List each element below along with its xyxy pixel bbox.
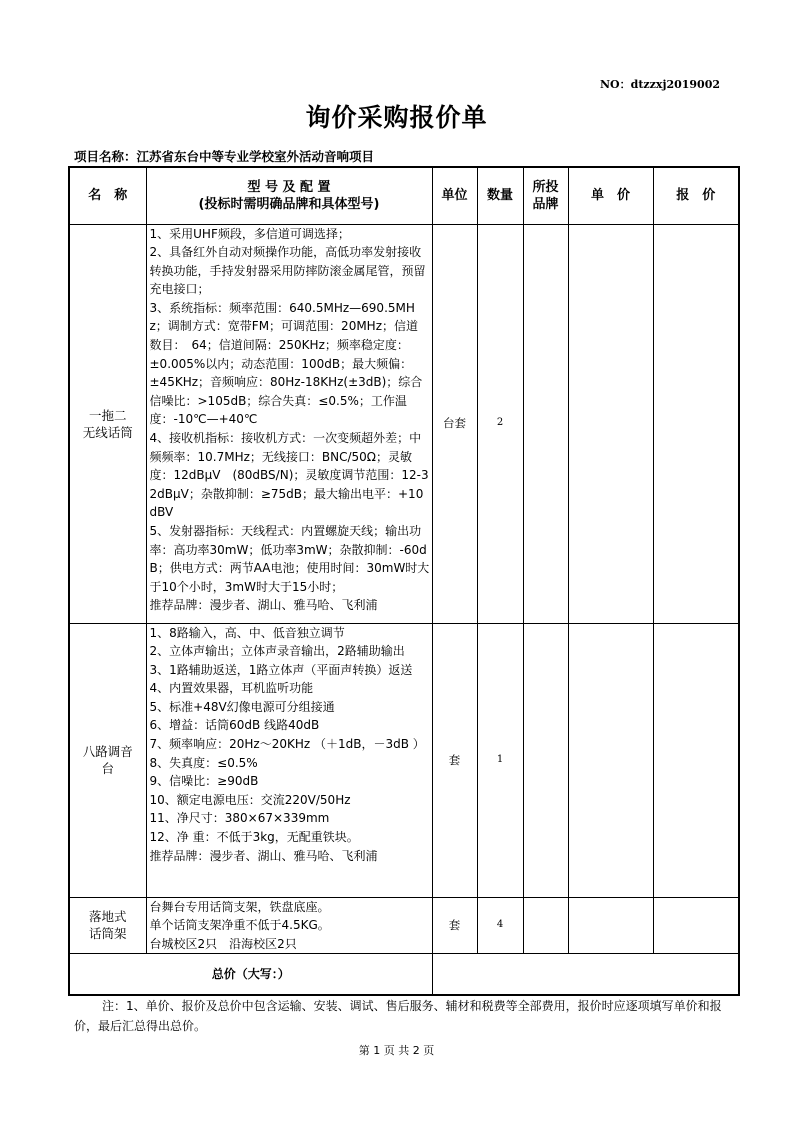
spec-line: 推荐品牌：漫步者、湖山、雅马哈、飞利浦 [149, 598, 378, 613]
spec-line: 4、接收机指标：接收机方式：一次变频超外差；中频频率：10.7MHz；无线接口：BNC/50Ω；灵敏度：12dBμV (80dBS/N)；灵敏度调节范围：12-32dBμV；杂散抑制：≥75dB；最大输出电平：+10dBV [149, 431, 429, 520]
spec-line: 10、额定电源电压：交流220V/50Hz [149, 792, 351, 807]
spec-line: 8、失真度：≤0.5% [149, 755, 258, 770]
total-row [69, 954, 739, 996]
item-unit: 台套 [432, 224, 477, 623]
header-spec [146, 167, 432, 224]
spec-line: 5、发射器指标：天线程式：内置螺旋天线；输出功率：高功率30mW；低功率3mW；杂散抑制：-60dB；供电方式：两节AA电池；使用时间：30mW时大于10个小时，3mW时大于15小时； [149, 524, 430, 594]
item-brand-cell[interactable] [523, 897, 568, 954]
item-total-price-cell[interactable] [653, 224, 739, 623]
footnote: 注：1、单价、报价及总价中包含运输、安装、调试、售后服务、辅材和税费等全部费用，报价时应逐项填写单价和报价，最后汇总得出总价。 [74, 999, 722, 1033]
spec-line: 推荐品牌：漫步者、湖山、雅马哈、飞利浦 [149, 848, 378, 863]
total-amount-cell[interactable] [432, 954, 739, 996]
spec-line: 3、系统指标：频率范围：640.5MHz—690.5MHz；调制方式：宽带FM；可调范围：20MHz；信道数目： 64；信道间隔：250KHz；频率稳定度：±0.005%以内；动态范围：100dB；最大频偏：±45KHz；音频响应：80Hz-18KHz(±3dB)；综合信噪比：>105dB；综合失真：≤0.5%；工作温度：-10℃—+40℃ [149, 300, 423, 427]
total-label: 总价（大写：） [69, 954, 432, 996]
spec-line: 9、信噪比：≥90dB [149, 774, 259, 789]
document-number: NO：dtzzxj2019002 [600, 78, 721, 91]
header-row [69, 167, 739, 224]
table-row [69, 623, 739, 897]
spec-line: 2、立体声输出；立体声录音输出，2路辅助输出 [149, 644, 405, 659]
header-brand-line2: 品牌 [532, 196, 559, 212]
header-unit-price: 单 价 [568, 167, 653, 224]
item-unit-price-cell[interactable] [568, 623, 653, 897]
item-spec [146, 897, 432, 954]
item-spec [146, 623, 432, 897]
spec-line: 12、净 重：不低于3kg，无配重铁块。 [149, 830, 359, 845]
spec-line: 7、频率响应：20Hz～20KHz （＋1dB，－3dB ） [149, 737, 425, 752]
spec-line: 台城校区2只 沿海校区2只 [149, 936, 297, 951]
spec-line: 4、内置效果器，耳机监听功能 [149, 681, 314, 696]
item-brand-cell[interactable] [523, 623, 568, 897]
table-row [69, 897, 739, 954]
item-name-line2: 无线话筒 [82, 424, 133, 440]
spec-line: 1、8路输入，高、中、低音独立调节 [149, 625, 345, 640]
spec-line: 6、增益：话筒60dB 线路40dB [149, 718, 320, 733]
page-number: 第 1 页 共 2 页 [358, 1044, 435, 1057]
header-total-price: 报 价 [653, 167, 739, 224]
header-spec-line1: 型 号 及 配 置 [247, 179, 331, 195]
header-unit: 单位 [432, 167, 477, 224]
item-qty: 4 [477, 897, 523, 954]
item-name-line1: 一拖二 [88, 407, 127, 423]
item-qty: 1 [477, 623, 523, 897]
item-unit-price-cell[interactable] [568, 224, 653, 623]
header-spec-line2: (投标时需明确品牌和具体型号) [198, 196, 380, 212]
spec-line: 台舞台专用话筒支架，铁盘底座。 [149, 899, 330, 914]
item-total-price-cell[interactable] [653, 897, 739, 954]
project-name: 项目名称：江苏省东台中等专业学校室外活动音响项目 [74, 149, 375, 164]
quotation-table [68, 166, 740, 996]
item-name-line2: 台 [101, 761, 114, 776]
header-name: 名 称 [69, 167, 146, 224]
header-qty: 数量 [477, 167, 523, 224]
spec-line: 11、净尺寸：380×67×339mm [149, 811, 330, 826]
item-total-price-cell[interactable] [653, 623, 739, 897]
spec-line: 1、采用UHF频段，多信道可调选择； [149, 226, 350, 241]
item-qty: 2 [477, 224, 523, 623]
item-name [69, 897, 146, 954]
spec-line: 单个话筒支架净重不低于4.5KG。 [149, 918, 330, 933]
page-title: 询价采购报价单 [305, 103, 488, 132]
header-brand [523, 167, 568, 224]
item-unit-price-cell[interactable] [568, 897, 653, 954]
item-unit: 套 [432, 623, 477, 897]
item-name [69, 623, 146, 897]
item-name-line2: 话筒架 [88, 926, 127, 942]
item-brand-cell[interactable] [523, 224, 568, 623]
item-unit: 套 [432, 897, 477, 954]
item-name [69, 224, 146, 623]
header-brand-line1: 所投 [532, 179, 559, 195]
item-spec [146, 224, 432, 623]
item-name-line1: 落地式 [88, 909, 127, 925]
table-row [69, 224, 739, 623]
item-name-line1: 八路调音 [82, 744, 133, 759]
spec-line: 3、1路辅助返送，1路立体声（平面声转换）返送 [149, 662, 413, 677]
spec-line: 2、具备红外自动对频操作功能，高低功率发射接收转换功能，手持发射器采用防摔防滚金属尾管，预留充电接口； [149, 245, 426, 297]
spec-line: 5、标准+48V幻像电源可分组接通 [149, 699, 335, 714]
